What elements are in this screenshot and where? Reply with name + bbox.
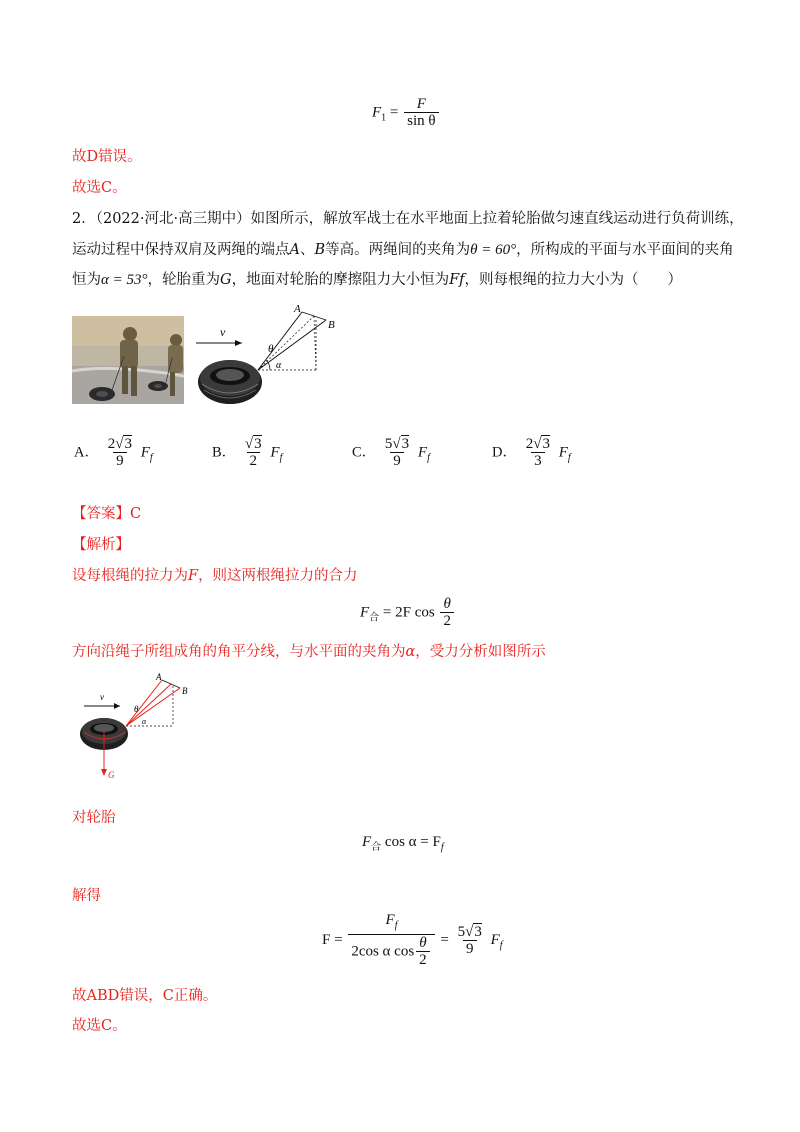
label-b-2: B (182, 686, 188, 696)
option-b-fraction (242, 436, 265, 470)
option-c-f-sub: f (427, 452, 430, 464)
option-a-f-sub: f (149, 452, 153, 464)
velocity-label-2: v (100, 692, 104, 702)
formula3-tail: F (490, 931, 500, 948)
question-text-2b: 、 (299, 242, 315, 258)
option-d[interactable] (492, 436, 571, 470)
formula3-den1 (348, 934, 434, 969)
option-c-numerator: 5√3 (384, 436, 410, 452)
question-text-3a: 恒为 (72, 272, 101, 288)
option-b-f-sub: f (279, 452, 283, 464)
formula3-inner-den: 2 (416, 951, 430, 969)
question-text-2d: ，所构成的平面与水平面间的夹角 (516, 242, 734, 258)
line-choose-c-1: 故选C。 (72, 180, 127, 196)
solution-line-4: 解得 (72, 888, 101, 904)
formula3-fraction-2 (455, 924, 485, 958)
question-text-3b: ，轮胎重为 (147, 272, 220, 288)
label-b: B (328, 319, 335, 331)
option-d-denominator: 3 (531, 452, 545, 470)
label-a: A (294, 303, 301, 315)
solution-line-3: 对轮胎 (72, 810, 116, 826)
soldiers-training-photo (72, 316, 184, 404)
formula2-rhs-sub: f (440, 842, 444, 853)
velocity-label: v (220, 325, 226, 339)
option-a[interactable] (74, 436, 153, 470)
option-a-radicand: 3 (124, 436, 132, 452)
formula1-denominator: 2 (440, 612, 454, 630)
bisector-line (258, 316, 314, 370)
label-a-2: A (156, 672, 162, 682)
option-c-f: F (417, 444, 428, 461)
label-g: G (108, 770, 115, 780)
option-a-letter: A． (74, 444, 99, 461)
formula-f1-fraction (404, 96, 438, 130)
option-c[interactable] (352, 436, 430, 470)
option-a-coef: 2 (107, 436, 116, 452)
equals-sign: = (389, 104, 403, 121)
solution-text-1c: ，则这两根绳拉力的合力 (198, 568, 358, 584)
point-b: B (314, 242, 326, 258)
formula2-mid: cos α = F (381, 834, 441, 850)
fraction-denominator: sin θ (404, 112, 438, 130)
line-d-wrong: 故D错误。 (72, 149, 142, 165)
formula3-fraction-1 (348, 912, 434, 969)
formula3-inner-fraction (416, 935, 430, 969)
option-c-radicand: 3 (401, 436, 410, 452)
question-text-3c: ，地面对轮胎的摩擦阻力大小恒为 (231, 272, 450, 288)
formula3-num2-radicand: 3 (474, 923, 482, 940)
solution-text-2a: 方向沿绳子所组成角的角平分线，与水平面的夹角为 (72, 644, 406, 660)
tire-rope-diagram (190, 298, 340, 410)
weight-g: G (220, 272, 232, 288)
label-theta: θ (268, 343, 274, 355)
option-b-denominator: 2 (247, 452, 261, 470)
formula3-tail-sub: f (499, 939, 503, 951)
formula3-den1-text: 2cos α cos (351, 943, 415, 960)
option-c-fraction (382, 436, 412, 470)
solution-line-2 (72, 642, 546, 662)
formula-balance (362, 834, 444, 853)
question-text-2c: 等高。两绳间的夹角为 (325, 242, 471, 258)
option-a-f: F (140, 444, 150, 461)
solution-text-2c: ，受力分析如图所示 (415, 644, 546, 660)
formula-solution (322, 912, 503, 969)
solution-text-1a: 设每根绳的拉力为 (72, 568, 188, 584)
formula-f1-lhs: F (372, 104, 382, 121)
line-choose-c-2: 故选C。 (72, 1018, 127, 1034)
question-text-2a: 运动过程中保持双肩及两绳的端点 (72, 242, 290, 258)
formula1-lhs: F (360, 604, 370, 621)
option-d-radicand: 3 (542, 436, 550, 452)
formula1-eq: = 2F cos (382, 604, 435, 621)
option-b-f: F (270, 444, 280, 461)
force-analysis-diagram (78, 672, 208, 784)
option-c-coef: 5 (384, 436, 393, 452)
question-source: （2022·河北·高三期中） (95, 211, 251, 227)
option-d-coef: 2 (525, 436, 534, 452)
option-c-letter: C． (352, 444, 377, 461)
option-a-fraction (105, 436, 135, 470)
formula2-lhs-sub: 合 (371, 842, 382, 853)
formula1-fraction (440, 596, 454, 630)
option-d-f: F (558, 444, 568, 461)
formula-resultant (360, 596, 456, 630)
question-number: 2． (72, 211, 96, 227)
formula-f1-lhs-sub: 1 (381, 112, 387, 124)
formula3-num1-sub: f (394, 920, 398, 931)
formula3-num2-coef: 5 (457, 923, 466, 940)
question-line-3 (72, 270, 682, 290)
formula3-num2: 5√3 (457, 923, 482, 940)
formula3-lhs: F = (322, 931, 343, 948)
formula3-eq: = (440, 931, 449, 948)
formula3-den2: 9 (463, 940, 477, 958)
solution-text-2b: α (405, 644, 416, 660)
option-a-denominator: 9 (113, 452, 127, 470)
formula3-num1-f: F (385, 912, 395, 928)
velocity-arrowhead (235, 340, 242, 346)
solution-text-1b: F (188, 568, 199, 584)
option-d-numerator: 2√3 (525, 436, 550, 452)
friction-ff: Ff (449, 272, 465, 288)
option-d-fraction (523, 436, 553, 470)
option-d-f-sub: f (567, 452, 571, 464)
formula3-inner-num: θ (419, 935, 427, 951)
solution-line-1 (72, 566, 358, 586)
question-text-3d: ，则每根绳的拉力大小为（ ） (464, 272, 683, 288)
option-c-denominator: 9 (390, 452, 404, 470)
answer-tag: 【答案】C (72, 506, 142, 522)
option-d-letter: D． (492, 444, 517, 461)
resultant-force (126, 684, 171, 726)
formula-f1 (372, 96, 441, 130)
option-b-letter: B． (212, 444, 237, 461)
fraction-numerator: F (416, 96, 426, 112)
label-alpha-2: α (142, 717, 147, 726)
alpha-value: α = 53° (101, 272, 148, 288)
option-b-numerator: √3 (244, 436, 262, 452)
formula1-numerator: θ (443, 596, 451, 612)
formula3-num1 (383, 912, 401, 934)
analysis-tag: 【解析】 (72, 537, 130, 553)
question-line-1 (72, 209, 744, 229)
option-a-numerator: 2√3 (107, 436, 132, 452)
label-alpha: α (276, 360, 282, 371)
option-b-radicand: 3 (254, 436, 262, 452)
question-line-2 (72, 240, 734, 260)
formula2-lhs: F (362, 834, 372, 850)
formula1-lhs-sub: 合 (369, 612, 380, 624)
question-text-1: 如图所示，解放军战士在水平地面上拉着轮胎做匀速直线运动进行负荷训练， (250, 211, 744, 227)
label-theta-2: θ (134, 704, 139, 714)
theta-value: θ = 60° (470, 242, 517, 258)
photo-illustration (72, 316, 184, 404)
line-abd-wrong: 故ABD错误，C正确。 (72, 988, 218, 1004)
point-a: A (289, 242, 300, 258)
option-b[interactable] (212, 436, 282, 470)
